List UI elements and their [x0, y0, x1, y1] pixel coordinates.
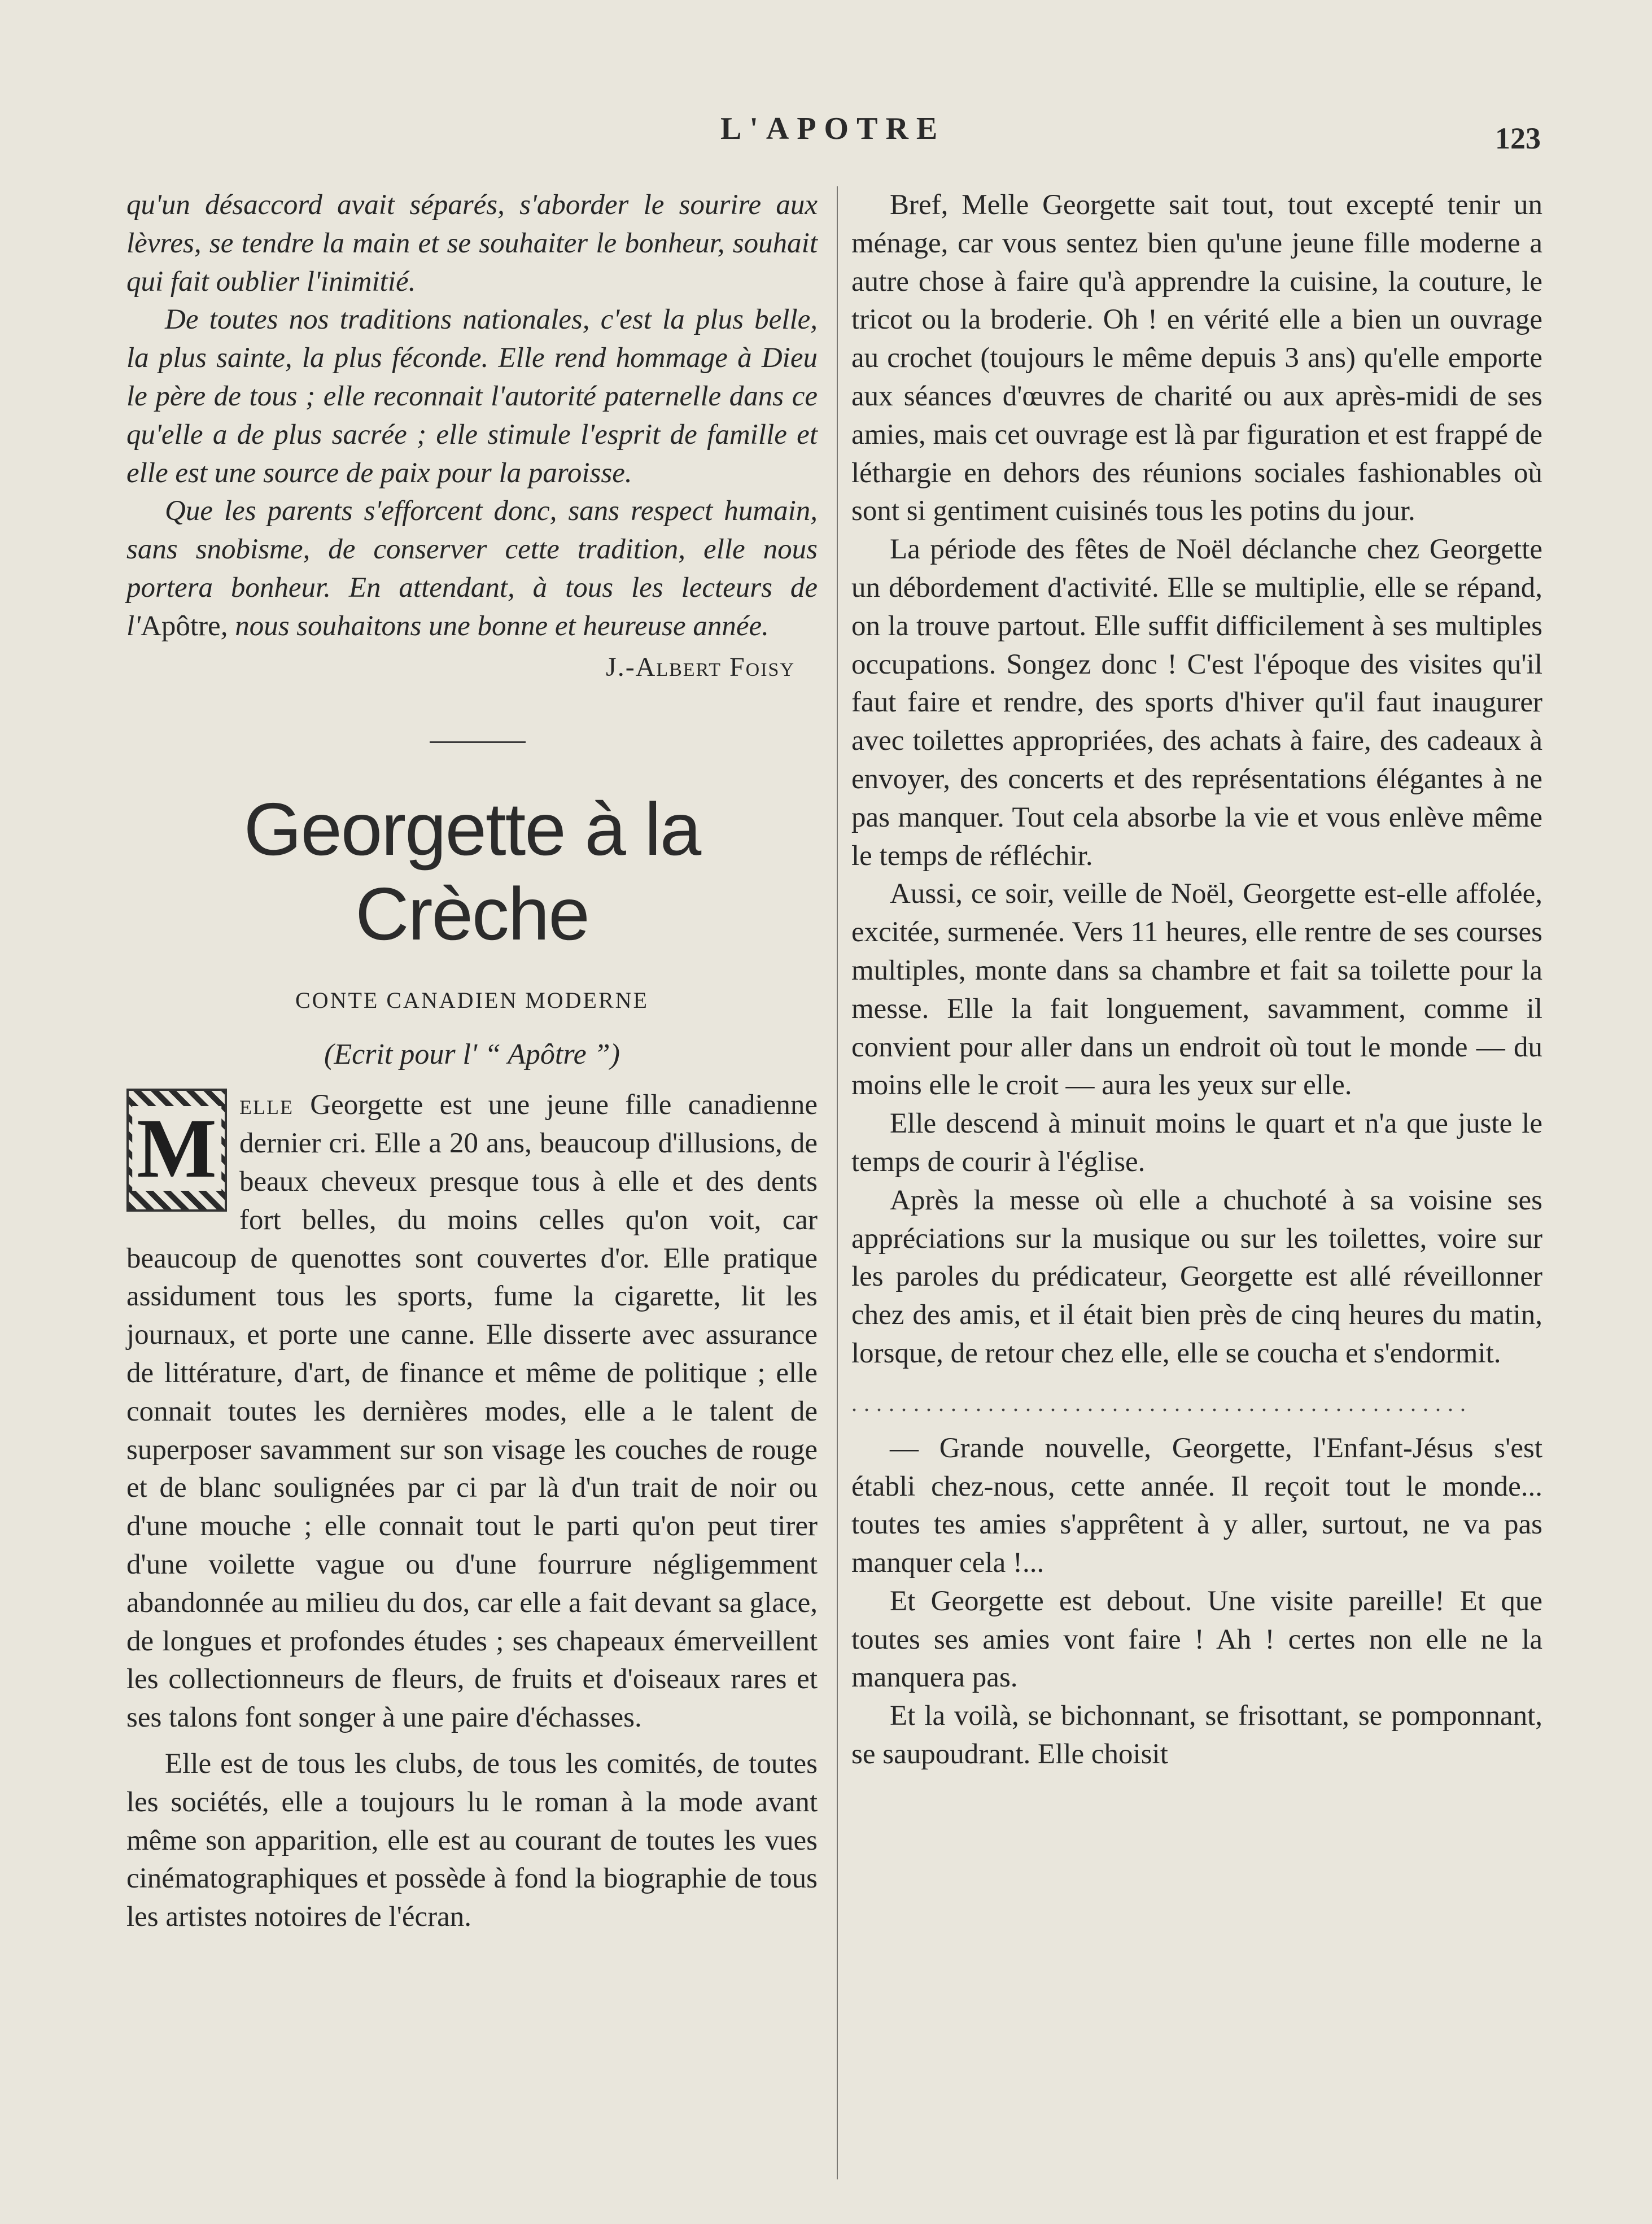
story-opening — [126, 1086, 818, 1737]
dropcap-letter: M — [132, 1106, 221, 1191]
left-paragraph-2: De toutes nos traditions nationales, c'est la plus belle, la plus sainte, la plus féconde. Elle rend hommage à Dieu le père de tous ; elle reconnait l'autorité paternelle dans ce qu'elle a de plus sacrée ; elle stimule l'esprit de famille et elle est une source de paix pour la paroisse. — [126, 304, 818, 489]
left-paragraph-3-part-c: , nous souhaitons une bonne et heureuse année. — [220, 610, 769, 642]
lead-word: elle — [239, 1089, 294, 1121]
right-column — [851, 186, 1542, 1774]
right-paragraph-3: Aussi, ce soir, veille de Noël, Georgette est-elle affolée, excitée, surmenée. Vers 11 heures, elle rentre de ses courses multiples, monte dans sa chambre et fait sa toilette pour la messe. Elle la fait longuement, savamment, comme il convient pour aller dans un endroit où tout le monde — du moins elle le croit — aura les yeux sur elle. — [851, 878, 1542, 1102]
ornamental-dropcap — [126, 1089, 227, 1212]
apotre-reference: Apôtre — [141, 610, 221, 642]
left-paragraph-5: Elle est de tous les clubs, de tous les comités, de toutes les sociétés, elle a toujours lu le roman à la mode avant même son apparition, elle est au courant de toutes les vues cinématographiques et possède à fond la biographie de tous les artistes notoires de l'écran. — [126, 1747, 818, 1933]
story-subtitle: CONTE CANADIEN MODERNE — [295, 988, 649, 1013]
right-paragraph-4: Elle descend à minuit moins le quart et n'a que juste le temps de courir à l'église. — [851, 1108, 1542, 1178]
left-paragraph-3-part-a: Que les parents s'efforcent donc, sans respect humain, sans snobisme, de conserver cette tradition, elle nous portera bonheur. En attendant, à tous les lecteurs de l' — [126, 495, 818, 642]
column-rule — [837, 186, 838, 2179]
right-paragraph-2: La période des fêtes de Noël déclanche chez Georgette un débordement d'activité. Elle se multiplie, elle se répand, on la trouve partout. Elle suffit difficilement à ses multiples occupations. Songez donc ! C'est l'époque des visites qu'il faut faire et rendre, des sports d'hiver qu'il faut inaugurer avec toilettes appropriées, des achats à faire, des cadeaux à envoyer, des concerts et des représentations élégantes à ne pas manquer. Tout cela absorbe la vie et vous enlève même le temps de réfléchir. — [851, 534, 1542, 872]
section-separator — [430, 741, 526, 743]
story-byline: (Ecrit pour l' “ Apôtre ”) — [324, 1038, 620, 1071]
left-column — [126, 186, 818, 1937]
left-paragraph-1: qu'un désaccord avait séparés, s'aborder le sourire aux lèvres, se tendre la main et se souhaiter le bonheur, souhait qui fait oublier l'inimitié. — [126, 189, 818, 298]
left-paragraph-3 — [126, 492, 818, 645]
right-paragraph-7: Et Georgette est debout. Une visite pareille! Et que toutes ses amies vont faire ! Ah ! certes non elle ne la manquera pas. — [851, 1585, 1542, 1694]
right-paragraph-6: — Grande nouvelle, Georgette, l'Enfant-Jésus s'est établi chez-nous, cette année. Il reçoit tout le monde... toutes tes amies s'apprêtent à y aller, surtout, ne va pas manquer cela !... — [851, 1432, 1542, 1579]
left-paragraph-4-body: Georgette est une jeune fille canadienne dernier cri. Elle a 20 ans, beaucoup d'illusions, de beaux cheveux presque tous à elle et des dents fort belles, du moins celles qu'on voit, car beaucoup de quenottes sont couvertes d'or. Elle pratique assidument tous les sports, fume la cigarette, lit les journaux, et porte une canne. Elle disserte avec assurance de littérature, d'art, de finance et même de politique ; elle connait toutes les dernières modes, elle a le talent de superposer savamment sur son visage les couches de rouge et de blanc soulignées par ci par là d'un trait de noir ou d'une mouche ; elle connait tout le parti qu'on peut tirer d'une voilette vague ou d'une fourrure négligemment abandonnée au milieu du dos, car elle a fait devant sa glace, de longues et profondes études ; ses chapeaux émerveillent les collectionneurs de fleurs, de fruits et d'oiseaux rares et ses talons font songer à une paire d'échasses. — [126, 1089, 818, 1734]
right-paragraph-8: Et la voilà, se bichonnant, se frisottant, se pomponnant, se saupoudrant. Elle choisit — [851, 1700, 1542, 1771]
right-paragraph-1: Bref, Melle Georgette sait tout, tout excepté tenir un ménage, car vous sentez bien qu'une jeune fille moderne a autre chose à faire qu'à apprendre la cuisine, la couture, le tricot ou la broderie. Oh ! en vérité elle a bien un ouvrage au crochet (toujours le même depuis 3 ans) qu'elle emporte aux séances d'œuvres de charité ou aux après-midi de ses amies, mais cet ouvrage est là par figuration et est frappé de léthargie en dehors des réunions sociales fashionables où sont si gentiment cuisinés tous les potins du jour. — [851, 189, 1542, 527]
right-paragraph-5: Après la messe où elle a chuchoté à sa voisine ses appréciations sur la musique ou sur les toilettes, voire sur les paroles du prédicateur, Georgette est allé réveillonner chez des amis, et il était bien près de cinq heures du matin, lorsque, de retour chez elle, elle se coucha et s'endormit. — [851, 1184, 1542, 1369]
page-number: 123 — [1495, 121, 1541, 155]
running-title: L'APOTRE — [720, 111, 946, 146]
left-paragraph-4 — [126, 1086, 818, 1737]
dotted-separator: .................................................. — [851, 1392, 1472, 1415]
story-title: Georgette à la Crèche — [243, 788, 701, 956]
article-signature: J.-Albert Foisy — [606, 652, 795, 682]
